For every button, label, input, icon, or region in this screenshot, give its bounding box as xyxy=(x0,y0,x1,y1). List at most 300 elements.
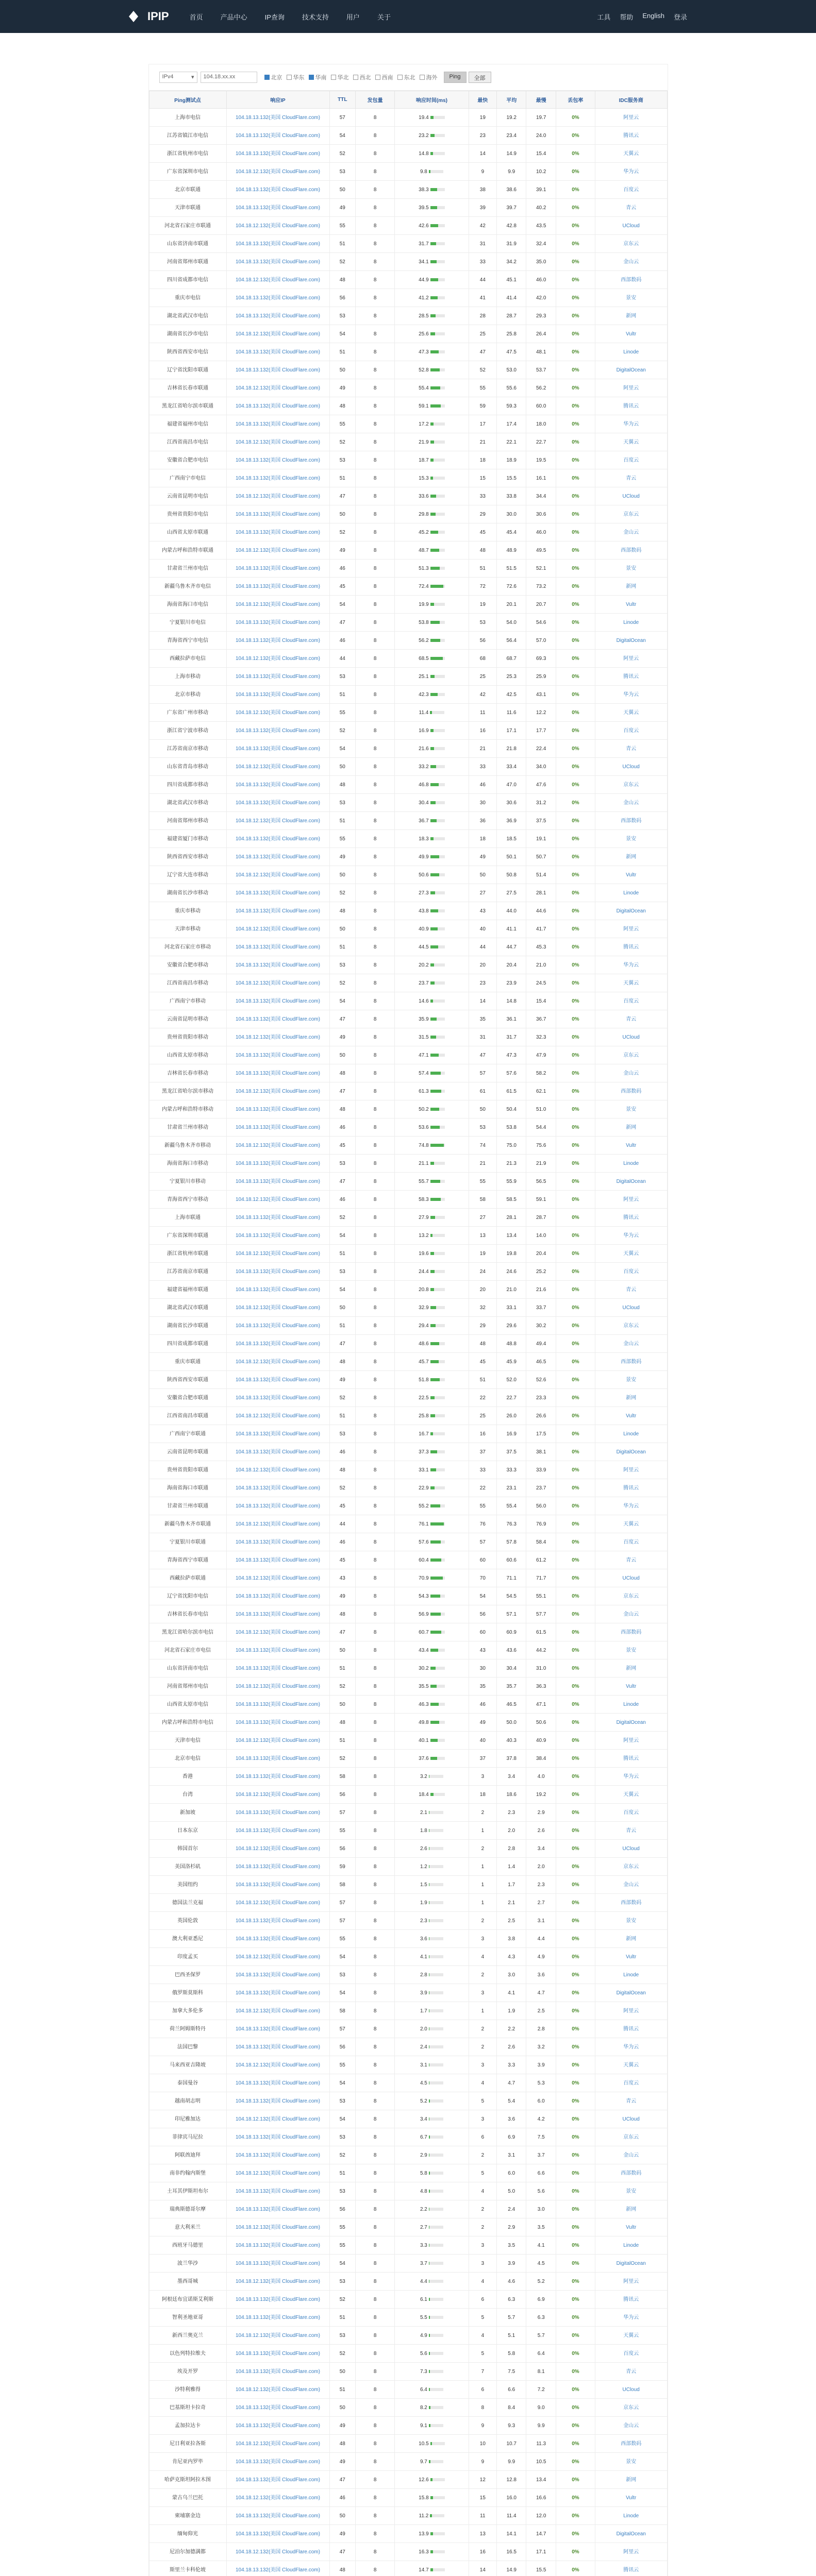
table-cell[interactable]: 金山云 xyxy=(595,1064,667,1082)
table-cell[interactable]: 104.18.13.132(美国 CloudFlare.com) xyxy=(226,560,329,578)
column-header[interactable]: 最快 xyxy=(469,91,496,109)
table-cell[interactable]: 阿里云 xyxy=(595,2002,667,2020)
table-cell[interactable]: 104.18.13.132(美国 CloudFlare.com) xyxy=(226,1046,329,1064)
ping-button[interactable]: Ping xyxy=(444,72,467,83)
column-header[interactable]: 丢包率 xyxy=(556,91,595,109)
table-cell[interactable]: 104.18.13.132(美国 CloudFlare.com) xyxy=(226,2092,329,2110)
table-cell[interactable]: 104.18.13.132(美国 CloudFlare.com) xyxy=(226,1064,329,1082)
table-cell[interactable]: 104.18.13.132(美国 CloudFlare.com) xyxy=(226,1479,329,1497)
table-cell[interactable]: 金山云 xyxy=(595,1605,667,1623)
table-cell[interactable]: 104.18.13.132(美国 CloudFlare.com) xyxy=(226,2128,329,2146)
table-cell[interactable]: 阿里云 xyxy=(595,109,667,127)
table-cell[interactable]: 104.18.13.132(美国 CloudFlare.com) xyxy=(226,686,329,704)
region-checkbox[interactable]: 东北 xyxy=(397,73,415,81)
table-cell[interactable]: UCloud xyxy=(595,2110,667,2128)
table-cell[interactable]: UCloud xyxy=(595,487,667,505)
table-cell[interactable]: 104.18.12.132(美国 CloudFlare.com) xyxy=(226,596,329,614)
table-cell[interactable]: 青云 xyxy=(595,2092,667,2110)
host-input[interactable]: 104.18.xx.xx xyxy=(201,72,257,83)
table-cell[interactable]: 104.18.12.132(美国 CloudFlare.com) xyxy=(226,1948,329,1966)
table-cell[interactable]: Linode xyxy=(595,614,667,632)
table-cell[interactable]: 104.18.13.132(美国 CloudFlare.com) xyxy=(226,2399,329,2417)
table-cell[interactable]: 104.18.12.132(美国 CloudFlare.com) xyxy=(226,2435,329,2453)
table-cell[interactable]: Vultr xyxy=(595,866,667,884)
table-cell[interactable]: 104.18.13.132(美国 CloudFlare.com) xyxy=(226,2471,329,2489)
table-cell[interactable]: 华为云 xyxy=(595,956,667,974)
table-cell[interactable]: 青云 xyxy=(595,740,667,758)
table-cell[interactable]: 腾讯云 xyxy=(595,127,667,145)
table-cell[interactable]: 104.18.12.132(美国 CloudFlare.com) xyxy=(226,1732,329,1750)
table-cell[interactable]: 天翼云 xyxy=(595,2056,667,2074)
table-cell[interactable]: 新网 xyxy=(595,848,667,866)
table-cell[interactable]: DigitalOcean xyxy=(595,902,667,920)
table-cell[interactable]: 西部数码 xyxy=(595,812,667,830)
table-cell[interactable]: 华为云 xyxy=(595,2309,667,2327)
table-cell[interactable]: 西部数码 xyxy=(595,1082,667,1100)
table-cell[interactable]: 腾讯云 xyxy=(595,2020,667,2038)
table-cell[interactable]: 104.18.13.132(美国 CloudFlare.com) xyxy=(226,668,329,686)
table-cell[interactable]: 104.18.13.132(美国 CloudFlare.com) xyxy=(226,1912,329,1930)
table-cell[interactable]: Vultr xyxy=(595,1677,667,1696)
table-cell[interactable]: 西部数码 xyxy=(595,271,667,289)
table-cell[interactable]: 104.18.13.132(美国 CloudFlare.com) xyxy=(226,2309,329,2327)
table-cell[interactable]: 华为云 xyxy=(595,1497,667,1515)
table-cell[interactable]: 104.18.13.132(美国 CloudFlare.com) xyxy=(226,2417,329,2435)
table-cell[interactable]: UCloud xyxy=(595,2381,667,2399)
table-cell[interactable]: UCloud xyxy=(595,217,667,235)
table-cell[interactable]: UCloud xyxy=(595,758,667,776)
table-cell[interactable]: 阿里云 xyxy=(595,379,667,397)
table-cell[interactable]: 104.18.13.132(美国 CloudFlare.com) xyxy=(226,1876,329,1894)
table-cell[interactable]: 104.18.13.132(美国 CloudFlare.com) xyxy=(226,343,329,361)
table-cell[interactable]: 104.18.13.132(美国 CloudFlare.com) xyxy=(226,1317,329,1335)
table-cell[interactable]: 104.18.12.132(美国 CloudFlare.com) xyxy=(226,920,329,938)
table-cell[interactable]: 104.18.12.132(美国 CloudFlare.com) xyxy=(226,2381,329,2399)
region-checkbox[interactable]: 华北 xyxy=(331,73,349,81)
table-cell[interactable]: 景安 xyxy=(595,1371,667,1389)
table-cell[interactable]: 104.18.13.132(美国 CloudFlare.com) xyxy=(226,1714,329,1732)
table-cell[interactable]: DigitalOcean xyxy=(595,2255,667,2273)
table-cell[interactable]: 104.18.13.132(美国 CloudFlare.com) xyxy=(226,1118,329,1137)
table-cell[interactable]: 104.18.12.132(美国 CloudFlare.com) xyxy=(226,758,329,776)
table-cell[interactable]: 西部数码 xyxy=(595,1353,667,1371)
table-cell[interactable]: 新网 xyxy=(595,1389,667,1407)
table-cell[interactable]: 104.18.13.132(美国 CloudFlare.com) xyxy=(226,2038,329,2056)
table-cell[interactable]: 104.18.13.132(美国 CloudFlare.com) xyxy=(226,469,329,487)
table-cell[interactable]: 104.18.12.132(美国 CloudFlare.com) xyxy=(226,1569,329,1587)
table-cell[interactable]: 新网 xyxy=(595,578,667,596)
table-cell[interactable]: 京东云 xyxy=(595,776,667,794)
table-cell[interactable]: 景安 xyxy=(595,2453,667,2471)
table-cell[interactable]: 华为云 xyxy=(595,686,667,704)
table-cell[interactable]: 104.18.13.132(美国 CloudFlare.com) xyxy=(226,1696,329,1714)
table-cell[interactable]: 104.18.13.132(美国 CloudFlare.com) xyxy=(226,1984,329,2002)
table-cell[interactable]: 104.18.13.132(美国 CloudFlare.com) xyxy=(226,1858,329,1876)
table-cell[interactable]: 104.18.13.132(美国 CloudFlare.com) xyxy=(226,199,329,217)
table-cell[interactable]: 104.18.12.132(美国 CloudFlare.com) xyxy=(226,704,329,722)
table-cell[interactable]: UCloud xyxy=(595,1840,667,1858)
table-cell[interactable]: 阿里云 xyxy=(595,650,667,668)
table-cell[interactable]: 104.18.12.132(美国 CloudFlare.com) xyxy=(226,974,329,992)
table-cell[interactable]: 天翼云 xyxy=(595,2327,667,2345)
table-cell[interactable]: 104.18.12.132(美国 CloudFlare.com) xyxy=(226,379,329,397)
table-cell[interactable]: 阿里云 xyxy=(595,2273,667,2291)
table-cell[interactable]: 京东云 xyxy=(595,1046,667,1064)
table-cell[interactable]: 金山云 xyxy=(595,523,667,541)
nav-right-item[interactable]: 帮助 xyxy=(620,13,634,21)
table-cell[interactable]: 百度云 xyxy=(595,2074,667,2092)
table-cell[interactable]: 腾讯云 xyxy=(595,1479,667,1497)
table-cell[interactable]: 金山云 xyxy=(595,1335,667,1353)
table-cell[interactable]: 104.18.13.132(美国 CloudFlare.com) xyxy=(226,1335,329,1353)
table-cell[interactable]: Vultr xyxy=(595,1407,667,1425)
table-cell[interactable]: 青云 xyxy=(595,1010,667,1028)
table-cell[interactable]: 104.18.13.132(美国 CloudFlare.com) xyxy=(226,2074,329,2092)
table-cell[interactable]: 百度云 xyxy=(595,1263,667,1281)
table-cell[interactable]: 新网 xyxy=(595,1930,667,1948)
table-cell[interactable]: 华为云 xyxy=(595,1227,667,1245)
table-cell[interactable]: 104.18.13.132(美国 CloudFlare.com) xyxy=(226,289,329,307)
table-cell[interactable]: Linode xyxy=(595,2236,667,2255)
table-cell[interactable]: 金山云 xyxy=(595,2417,667,2435)
table-cell[interactable]: 京东云 xyxy=(595,2399,667,2417)
table-cell[interactable]: 青云 xyxy=(595,199,667,217)
table-cell[interactable]: 青云 xyxy=(595,1822,667,1840)
table-cell[interactable]: 104.18.12.132(美国 CloudFlare.com) xyxy=(226,1515,329,1533)
table-cell[interactable]: 104.18.12.132(美国 CloudFlare.com) xyxy=(226,1677,329,1696)
nav-right-item[interactable]: English xyxy=(642,11,664,20)
table-cell[interactable]: 华为云 xyxy=(595,2038,667,2056)
nav-item[interactable]: 关于 xyxy=(377,13,391,21)
table-cell[interactable]: 京东云 xyxy=(595,2128,667,2146)
table-cell[interactable]: 104.18.13.132(美国 CloudFlare.com) xyxy=(226,1155,329,1173)
table-cell[interactable]: 104.18.13.132(美国 CloudFlare.com) xyxy=(226,2453,329,2471)
table-cell[interactable]: Linode xyxy=(595,1425,667,1443)
table-cell[interactable]: 104.18.13.132(美国 CloudFlare.com) xyxy=(226,1533,329,1551)
table-cell[interactable]: 104.18.12.132(美国 CloudFlare.com) xyxy=(226,271,329,289)
table-cell[interactable]: 天翼云 xyxy=(595,1245,667,1263)
table-cell[interactable]: 104.18.12.132(美国 CloudFlare.com) xyxy=(226,2273,329,2291)
table-cell[interactable]: 景安 xyxy=(595,289,667,307)
table-cell[interactable]: UCloud xyxy=(595,1569,667,1587)
column-header[interactable]: TTL xyxy=(329,91,356,109)
table-cell[interactable]: 104.18.13.132(美国 CloudFlare.com) xyxy=(226,848,329,866)
table-cell[interactable]: 腾讯云 xyxy=(595,938,667,956)
table-cell[interactable]: 104.18.12.132(美国 CloudFlare.com) xyxy=(226,2056,329,2074)
table-cell[interactable]: 104.18.12.132(美国 CloudFlare.com) xyxy=(226,2543,329,2561)
region-checkbox[interactable]: 西南 xyxy=(375,73,393,81)
table-cell[interactable]: 104.18.12.132(美国 CloudFlare.com) xyxy=(226,1407,329,1425)
table-cell[interactable]: Vultr xyxy=(595,325,667,343)
column-header[interactable]: IDC服务商 xyxy=(595,91,667,109)
table-cell[interactable]: 104.18.13.132(美国 CloudFlare.com) xyxy=(226,235,329,253)
nav-right-item[interactable]: 登录 xyxy=(673,13,687,21)
table-cell[interactable]: 104.18.12.132(美国 CloudFlare.com) xyxy=(226,1840,329,1858)
table-cell[interactable]: 104.18.13.132(美国 CloudFlare.com) xyxy=(226,776,329,794)
table-cell[interactable]: 104.18.13.132(美国 CloudFlare.com) xyxy=(226,1750,329,1768)
table-cell[interactable]: 金山云 xyxy=(595,794,667,812)
table-cell[interactable]: 104.18.13.132(美国 CloudFlare.com) xyxy=(226,2561,329,2576)
table-cell[interactable]: 天翼云 xyxy=(595,704,667,722)
table-cell[interactable]: 景安 xyxy=(595,1641,667,1659)
table-cell[interactable]: 京东云 xyxy=(595,1858,667,1876)
table-cell[interactable]: 华为云 xyxy=(595,163,667,181)
table-cell[interactable]: 104.18.13.132(美国 CloudFlare.com) xyxy=(226,145,329,163)
table-cell[interactable]: 104.18.12.132(美国 CloudFlare.com) xyxy=(226,487,329,505)
table-cell[interactable]: 104.18.13.132(美国 CloudFlare.com) xyxy=(226,1641,329,1659)
column-header[interactable]: 响应时间(ms) xyxy=(395,91,469,109)
brand-logo[interactable]: IPIP xyxy=(129,10,169,23)
table-cell[interactable]: 景安 xyxy=(595,830,667,848)
table-cell[interactable]: 景安 xyxy=(595,2182,667,2200)
table-cell[interactable]: 104.18.13.132(美国 CloudFlare.com) xyxy=(226,578,329,596)
table-cell[interactable]: 104.18.13.132(美国 CloudFlare.com) xyxy=(226,1281,329,1299)
nav-right-item[interactable]: 工具 xyxy=(597,13,611,21)
table-cell[interactable]: 青云 xyxy=(595,1551,667,1569)
table-cell[interactable]: 104.18.13.132(美国 CloudFlare.com) xyxy=(226,2345,329,2363)
table-cell[interactable]: 104.18.13.132(美国 CloudFlare.com) xyxy=(226,1659,329,1677)
table-cell[interactable]: 青云 xyxy=(595,2363,667,2381)
table-cell[interactable]: 新网 xyxy=(595,1659,667,1677)
table-cell[interactable]: Vultr xyxy=(595,1137,667,1155)
table-cell[interactable]: 104.18.13.132(美国 CloudFlare.com) xyxy=(226,794,329,812)
table-cell[interactable]: 104.18.13.132(美国 CloudFlare.com) xyxy=(226,451,329,469)
table-cell[interactable]: Vultr xyxy=(595,2489,667,2507)
table-cell[interactable]: 景安 xyxy=(595,1912,667,1930)
table-cell[interactable]: 腾讯云 xyxy=(595,1750,667,1768)
table-cell[interactable]: 景安 xyxy=(595,560,667,578)
table-cell[interactable]: Vultr xyxy=(595,596,667,614)
table-cell[interactable]: Linode xyxy=(595,1966,667,1984)
table-cell[interactable]: 天翼云 xyxy=(595,433,667,451)
table-cell[interactable]: 104.18.13.132(美国 CloudFlare.com) xyxy=(226,307,329,325)
table-cell[interactable]: 104.18.12.132(美国 CloudFlare.com) xyxy=(226,1623,329,1641)
table-cell[interactable]: 104.18.13.132(美国 CloudFlare.com) xyxy=(226,1587,329,1605)
table-cell[interactable]: 104.18.13.132(美国 CloudFlare.com) xyxy=(226,361,329,379)
table-cell[interactable]: 百度云 xyxy=(595,722,667,740)
table-cell[interactable]: 104.18.13.132(美国 CloudFlare.com) xyxy=(226,415,329,433)
table-cell[interactable]: 金山云 xyxy=(595,2146,667,2164)
table-cell[interactable]: 104.18.13.132(美国 CloudFlare.com) xyxy=(226,1551,329,1569)
table-cell[interactable]: 104.18.13.132(美国 CloudFlare.com) xyxy=(226,109,329,127)
table-cell[interactable]: 新网 xyxy=(595,307,667,325)
table-cell[interactable]: 百度云 xyxy=(595,1804,667,1822)
table-cell[interactable]: 104.18.12.132(美国 CloudFlare.com) xyxy=(226,866,329,884)
table-cell[interactable]: 104.18.12.132(美国 CloudFlare.com) xyxy=(226,2489,329,2507)
table-cell[interactable]: 104.18.13.132(美国 CloudFlare.com) xyxy=(226,1389,329,1407)
region-checkbox[interactable]: 西北 xyxy=(353,73,371,81)
table-cell[interactable]: 西部数码 xyxy=(595,541,667,560)
table-cell[interactable]: 阿里云 xyxy=(595,1191,667,1209)
table-cell[interactable]: 104.18.13.132(美国 CloudFlare.com) xyxy=(226,1497,329,1515)
table-cell[interactable]: 104.18.13.132(美国 CloudFlare.com) xyxy=(226,2525,329,2543)
table-cell[interactable]: 104.18.13.132(美国 CloudFlare.com) xyxy=(226,2236,329,2255)
table-cell[interactable]: 104.18.12.132(美国 CloudFlare.com) xyxy=(226,1786,329,1804)
table-cell[interactable]: Vultr xyxy=(595,2218,667,2236)
table-cell[interactable]: 百度云 xyxy=(595,992,667,1010)
table-cell[interactable]: 西部数码 xyxy=(595,1623,667,1641)
table-cell[interactable]: 104.18.13.132(美国 CloudFlare.com) xyxy=(226,1822,329,1840)
region-checkbox[interactable]: 华南 xyxy=(309,73,327,81)
table-cell[interactable]: 104.18.12.132(美国 CloudFlare.com) xyxy=(226,2110,329,2128)
table-cell[interactable]: 天翼云 xyxy=(595,145,667,163)
table-cell[interactable]: 104.18.12.132(美国 CloudFlare.com) xyxy=(226,1461,329,1479)
table-cell[interactable]: 西部数码 xyxy=(595,2164,667,2182)
table-cell[interactable]: 新网 xyxy=(595,1118,667,1137)
table-cell[interactable]: 104.18.12.132(美国 CloudFlare.com) xyxy=(226,2002,329,2020)
table-cell[interactable]: 104.18.13.132(美国 CloudFlare.com) xyxy=(226,632,329,650)
nav-item[interactable]: 用户 xyxy=(346,13,360,21)
table-cell[interactable]: 青云 xyxy=(595,1281,667,1299)
table-cell[interactable]: 104.18.13.132(美国 CloudFlare.com) xyxy=(226,397,329,415)
table-cell[interactable]: 104.18.13.132(美国 CloudFlare.com) xyxy=(226,938,329,956)
table-cell[interactable]: 阿里云 xyxy=(595,1732,667,1750)
table-cell[interactable]: 104.18.13.132(美国 CloudFlare.com) xyxy=(226,1227,329,1245)
all-button[interactable]: 全部 xyxy=(469,72,491,83)
table-cell[interactable]: 104.18.13.132(美国 CloudFlare.com) xyxy=(226,1371,329,1389)
table-cell[interactable]: 104.18.12.132(美国 CloudFlare.com) xyxy=(226,2327,329,2345)
table-cell[interactable]: DigitalOcean xyxy=(595,632,667,650)
table-cell[interactable]: DigitalOcean xyxy=(595,1714,667,1732)
table-cell[interactable]: 104.18.13.132(美国 CloudFlare.com) xyxy=(226,1768,329,1786)
column-header[interactable]: 响应IP xyxy=(226,91,329,109)
table-cell[interactable]: 104.18.13.132(美国 CloudFlare.com) xyxy=(226,1966,329,1984)
table-cell[interactable]: 新网 xyxy=(595,2200,667,2218)
table-cell[interactable]: 腾讯云 xyxy=(595,2291,667,2309)
table-cell[interactable]: 104.18.12.132(美国 CloudFlare.com) xyxy=(226,812,329,830)
table-cell[interactable]: 百度云 xyxy=(595,181,667,199)
table-cell[interactable]: Linode xyxy=(595,884,667,902)
table-cell[interactable]: 华为云 xyxy=(595,415,667,433)
table-cell[interactable]: 京东云 xyxy=(595,505,667,523)
region-checkbox[interactable]: 海外 xyxy=(420,73,438,81)
table-cell[interactable]: Linode xyxy=(595,1696,667,1714)
table-cell[interactable]: DigitalOcean xyxy=(595,1173,667,1191)
table-cell[interactable]: 104.18.13.132(美国 CloudFlare.com) xyxy=(226,1173,329,1191)
table-cell[interactable]: 104.18.12.132(美国 CloudFlare.com) xyxy=(226,1137,329,1155)
table-cell[interactable]: DigitalOcean xyxy=(595,2525,667,2543)
table-cell[interactable]: 104.18.13.132(美国 CloudFlare.com) xyxy=(226,1425,329,1443)
table-cell[interactable]: 百度云 xyxy=(595,451,667,469)
table-cell[interactable]: 104.18.13.132(美国 CloudFlare.com) xyxy=(226,2020,329,2038)
table-cell[interactable]: 京东云 xyxy=(595,1317,667,1335)
table-cell[interactable]: 104.18.13.132(美国 CloudFlare.com) xyxy=(226,614,329,632)
table-cell[interactable]: 景安 xyxy=(595,1100,667,1118)
table-cell[interactable]: 104.18.13.132(美国 CloudFlare.com) xyxy=(226,722,329,740)
column-header[interactable]: 平均 xyxy=(496,91,526,109)
table-cell[interactable]: Linode xyxy=(595,1155,667,1173)
table-cell[interactable]: 104.18.13.132(美国 CloudFlare.com) xyxy=(226,1010,329,1028)
table-cell[interactable]: 阿里云 xyxy=(595,2543,667,2561)
table-cell[interactable]: 104.18.12.132(美国 CloudFlare.com) xyxy=(226,1245,329,1263)
column-header[interactable]: 发包量 xyxy=(356,91,395,109)
table-cell[interactable]: 104.18.12.132(美国 CloudFlare.com) xyxy=(226,2164,329,2182)
table-cell[interactable]: 腾讯云 xyxy=(595,397,667,415)
table-cell[interactable]: 104.18.13.132(美国 CloudFlare.com) xyxy=(226,181,329,199)
table-cell[interactable]: 腾讯云 xyxy=(595,2561,667,2576)
table-cell[interactable]: 104.18.12.132(美国 CloudFlare.com) xyxy=(226,1082,329,1100)
table-cell[interactable]: 104.18.13.132(美国 CloudFlare.com) xyxy=(226,1100,329,1118)
table-cell[interactable]: 腾讯云 xyxy=(595,668,667,686)
table-cell[interactable]: UCloud xyxy=(595,1299,667,1317)
table-cell[interactable]: 104.18.12.132(美国 CloudFlare.com) xyxy=(226,433,329,451)
table-cell[interactable]: 104.18.12.132(美国 CloudFlare.com) xyxy=(226,650,329,668)
table-cell[interactable]: 104.18.13.132(美国 CloudFlare.com) xyxy=(226,2182,329,2200)
nav-item[interactable]: IP查询 xyxy=(264,13,285,21)
table-cell[interactable]: 104.18.13.132(美国 CloudFlare.com) xyxy=(226,740,329,758)
column-header[interactable]: 最慢 xyxy=(526,91,556,109)
table-cell[interactable]: 西部数码 xyxy=(595,2435,667,2453)
table-cell[interactable]: 104.18.13.132(美国 CloudFlare.com) xyxy=(226,992,329,1010)
table-cell[interactable]: 104.18.13.132(美国 CloudFlare.com) xyxy=(226,1263,329,1281)
table-cell[interactable]: 阿里云 xyxy=(595,920,667,938)
table-cell[interactable]: DigitalOcean xyxy=(595,1984,667,2002)
table-cell[interactable]: 104.18.12.132(美国 CloudFlare.com) xyxy=(226,163,329,181)
table-cell[interactable]: 天翼云 xyxy=(595,1515,667,1533)
table-cell[interactable]: 百度云 xyxy=(595,1533,667,1551)
table-cell[interactable]: 金山云 xyxy=(595,1876,667,1894)
table-cell[interactable]: 104.18.13.132(美国 CloudFlare.com) xyxy=(226,2291,329,2309)
table-cell[interactable]: 104.18.13.132(美国 CloudFlare.com) xyxy=(226,523,329,541)
table-cell[interactable]: 天翼云 xyxy=(595,974,667,992)
table-cell[interactable]: 青云 xyxy=(595,469,667,487)
table-cell[interactable]: 104.18.13.132(美国 CloudFlare.com) xyxy=(226,830,329,848)
region-checkbox[interactable]: 北京 xyxy=(264,73,282,81)
table-cell[interactable]: 华为云 xyxy=(595,1768,667,1786)
table-cell[interactable]: 西部数码 xyxy=(595,1894,667,1912)
table-cell[interactable]: 104.18.13.132(美国 CloudFlare.com) xyxy=(226,884,329,902)
table-cell[interactable]: Linode xyxy=(595,2507,667,2525)
table-cell[interactable]: 104.18.13.132(美国 CloudFlare.com) xyxy=(226,1443,329,1461)
table-cell[interactable]: 104.18.13.132(美国 CloudFlare.com) xyxy=(226,2146,329,2164)
table-cell[interactable]: 金山云 xyxy=(595,253,667,271)
table-cell[interactable]: 104.18.13.132(美国 CloudFlare.com) xyxy=(226,1930,329,1948)
table-cell[interactable]: 104.18.13.132(美国 CloudFlare.com) xyxy=(226,505,329,523)
table-cell[interactable]: 104.18.12.132(美国 CloudFlare.com) xyxy=(226,1353,329,1371)
table-cell[interactable]: 104.18.12.132(美国 CloudFlare.com) xyxy=(226,1299,329,1317)
table-cell[interactable]: 腾讯云 xyxy=(595,1209,667,1227)
column-header[interactable]: Ping测试点 xyxy=(149,91,226,109)
table-cell[interactable]: 104.18.13.132(美国 CloudFlare.com) xyxy=(226,1209,329,1227)
table-cell[interactable]: 104.18.13.132(美国 CloudFlare.com) xyxy=(226,127,329,145)
table-cell[interactable]: Vultr xyxy=(595,1948,667,1966)
table-cell[interactable]: 104.18.13.132(美国 CloudFlare.com) xyxy=(226,902,329,920)
table-cell[interactable]: 104.18.13.132(美国 CloudFlare.com) xyxy=(226,1804,329,1822)
table-cell[interactable]: 104.18.12.132(美国 CloudFlare.com) xyxy=(226,1894,329,1912)
table-cell[interactable]: 104.18.12.132(美国 CloudFlare.com) xyxy=(226,2218,329,2236)
table-cell[interactable]: 104.18.13.132(美国 CloudFlare.com) xyxy=(226,2200,329,2218)
table-cell[interactable]: 天翼云 xyxy=(595,1786,667,1804)
nav-item[interactable]: 首页 xyxy=(189,13,203,21)
table-cell[interactable]: 104.18.12.132(美国 CloudFlare.com) xyxy=(226,217,329,235)
table-cell[interactable]: DigitalOcean xyxy=(595,361,667,379)
protocol-select[interactable]: IPv4 ▾ xyxy=(159,72,197,83)
table-cell[interactable]: 104.18.12.132(美国 CloudFlare.com) xyxy=(226,1028,329,1046)
table-cell[interactable]: 阿里云 xyxy=(595,1461,667,1479)
table-cell[interactable]: 104.18.13.132(美国 CloudFlare.com) xyxy=(226,2255,329,2273)
table-cell[interactable]: Linode xyxy=(595,343,667,361)
table-cell[interactable]: 104.18.13.132(美国 CloudFlare.com) xyxy=(226,1605,329,1623)
nav-item[interactable]: 技术支持 xyxy=(302,13,329,21)
table-cell[interactable]: UCloud xyxy=(595,1028,667,1046)
region-checkbox[interactable]: 华东 xyxy=(287,73,305,81)
table-cell[interactable]: 百度云 xyxy=(595,2345,667,2363)
nav-item[interactable]: 产品中心 xyxy=(220,13,247,21)
table-cell[interactable]: DigitalOcean xyxy=(595,1443,667,1461)
table-cell[interactable]: 104.18.13.132(美国 CloudFlare.com) xyxy=(226,956,329,974)
table-cell[interactable]: 104.18.13.132(美国 CloudFlare.com) xyxy=(226,2507,329,2525)
table-cell[interactable]: 京东云 xyxy=(595,235,667,253)
